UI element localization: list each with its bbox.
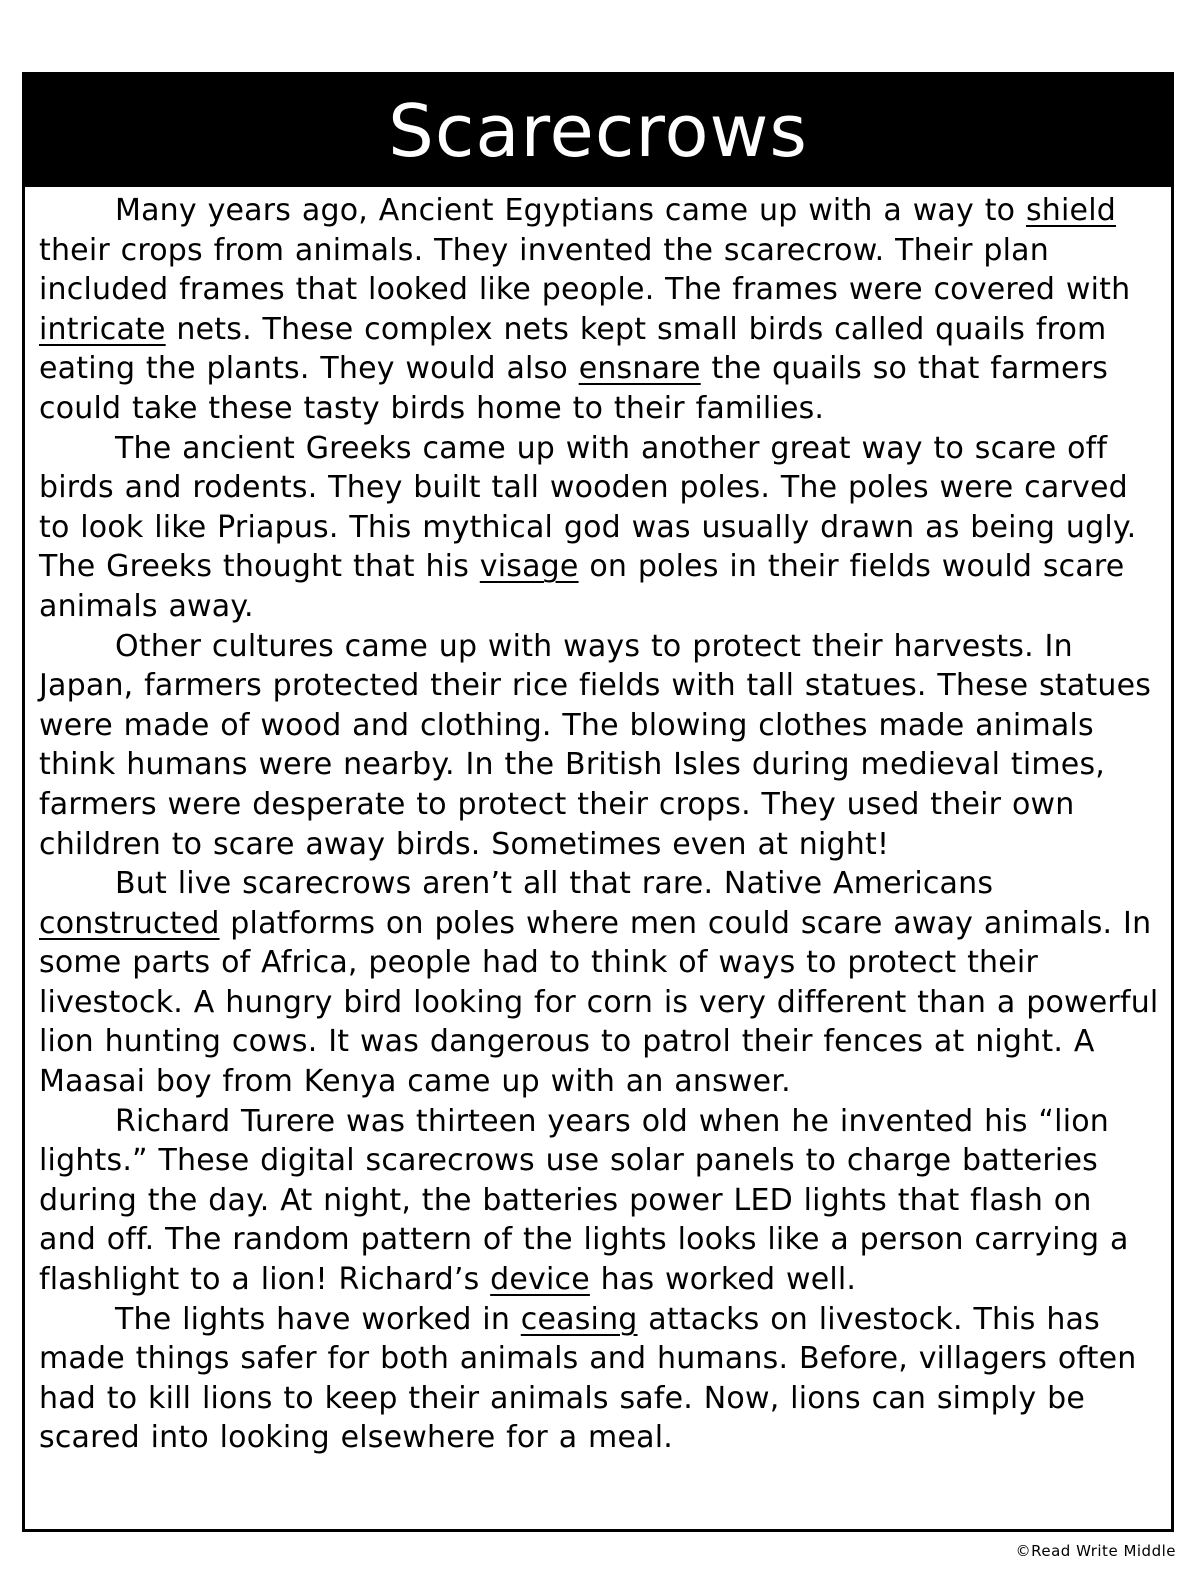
paragraph-text: has worked well.: [589, 1262, 857, 1298]
vocabulary-word: intricate: [39, 311, 166, 347]
vocabulary-word: constructed: [39, 905, 220, 941]
paragraph-text: attacks on livestock. This has made things safer for both animals and humans. Before, villagers often had to kill lions to keep their animals safe. Now, lions can simply be scared into looking elsewhere for a meal.: [39, 1301, 1137, 1456]
paragraph-text: But live scarecrows aren’t all that rare. Native Americans: [115, 866, 994, 902]
paragraph-text: Other cultures came up with ways to protect their harvests. In Japan, farmers protected their rice fields with tall statues. These statues were made of wood and clothing. The blowing clothes made animals think humans were nearby. In the British Isles during medieval times, farmers were desperate to protect their crops. They used their own children to scare away birds. Sometimes even at night!: [39, 628, 1152, 862]
vocabulary-word: ceasing: [520, 1301, 638, 1337]
paragraph-text: nets. These complex nets kept small birds called quails from eating the plants. They would also: [39, 311, 1107, 387]
paragraph-text: their crops from animals. They invented the scarecrow. Their plan included frames that looked like people. The frames were covered with: [39, 232, 1131, 308]
vocabulary-word: visage: [479, 549, 579, 585]
passage-paragraph: [39, 191, 1159, 429]
title-bar: [25, 75, 1171, 187]
passage-paragraph: [39, 429, 1159, 627]
page-title: Scarecrows: [388, 89, 808, 173]
passage-paragraph: [39, 1300, 1159, 1458]
passage-paragraph: [39, 627, 1159, 865]
paragraph-text: Richard Turere was thirteen years old when he invented his “lion lights.” These digital scarecrows use solar panels to charge batteries during the day. At night, the batteries power LED lights that flash on and off. The random pattern of the lights looks like a person carrying a flashlight to a lion! Richard’s: [39, 1103, 1129, 1298]
paragraph-text: The ancient Greeks came up with another great way to scare off birds and rodents. They built tall wooden poles. The poles were carved to look like Priapus. This mythical god was usually drawn as being ugly. The Greeks thought that his: [39, 430, 1137, 585]
worksheet-frame: [22, 72, 1174, 1532]
vocabulary-word: device: [490, 1262, 590, 1298]
vocabulary-word: ensnare: [578, 351, 701, 387]
paragraph-text: platforms on poles where men could scare away animals. In some parts of Africa, people had to think of ways to protect their livestock. A hungry bird looking for corn is very different than a powerful lion hunting cows. It was dangerous to patrol their fences at night. A Maasai boy from Kenya came up with an answer.: [39, 905, 1159, 1100]
paragraph-text: on poles in their fields would scare animals away.: [39, 549, 1125, 624]
passage-paragraph: [39, 1102, 1159, 1300]
passage-paragraph: [39, 864, 1159, 1102]
paragraph-text: Many years ago, Ancient Egyptians came up with a way to: [115, 193, 1026, 228]
paragraph-text: The lights have worked in: [115, 1301, 521, 1337]
passage-body: [25, 187, 1171, 1458]
copyright-footer: ©Read Write Middle: [1015, 1542, 1176, 1560]
vocabulary-word: shield: [1025, 193, 1116, 228]
paragraph-text: the quails so that farmers could take these tasty birds home to their families.: [39, 351, 1109, 426]
